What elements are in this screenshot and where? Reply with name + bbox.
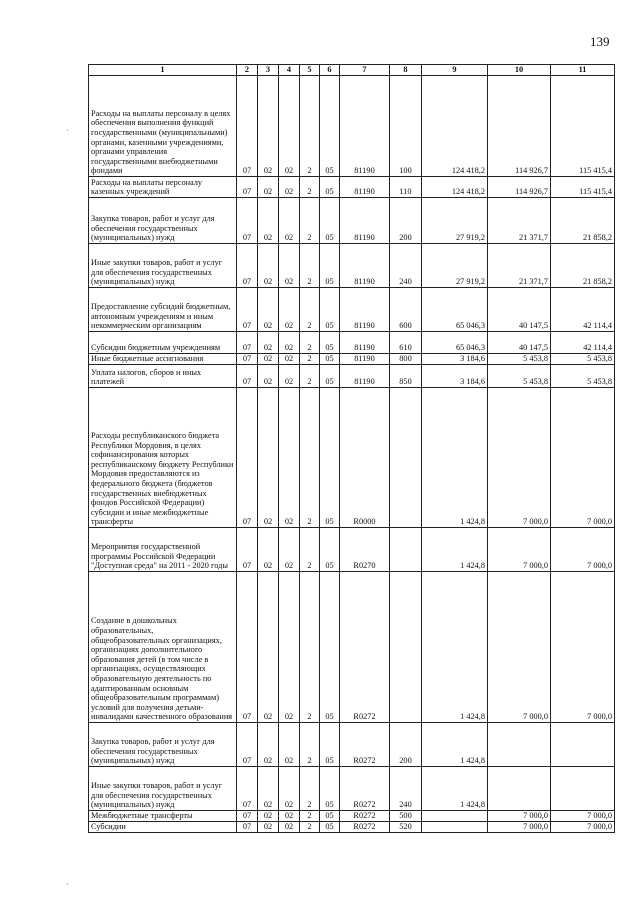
code-cell [390, 572, 422, 723]
table-row [89, 332, 615, 354]
code-cell: 02 [258, 354, 279, 365]
amount-cell: 7 000,0 [551, 811, 615, 822]
column-header: 10 [488, 65, 551, 76]
column-header: 9 [422, 65, 488, 76]
code-cell: 600 [390, 288, 422, 332]
amount-cell: 124 418,2 [422, 76, 488, 177]
code-cell: 500 [390, 811, 422, 822]
code-cell: 2 [300, 388, 320, 528]
code-cell: 07 [237, 332, 258, 354]
amount-cell: 5 453,8 [551, 354, 615, 365]
code-cell: 02 [258, 244, 279, 288]
code-cell: 07 [237, 572, 258, 723]
code-cell: 05 [320, 244, 340, 288]
amount-cell: 1 424,8 [422, 528, 488, 572]
table-row [89, 723, 615, 767]
code-cell: 07 [237, 288, 258, 332]
row-label: Субсидии бюджетным учреждениям [89, 332, 237, 354]
code-cell: 02 [258, 822, 279, 833]
amount-cell: 7 000,0 [488, 528, 551, 572]
amount-cell: 1 424,8 [422, 572, 488, 723]
code-cell: R0272 [340, 811, 390, 822]
code-cell: 07 [237, 198, 258, 244]
code-cell: R0270 [340, 528, 390, 572]
code-cell: 02 [279, 388, 300, 528]
code-cell: 07 [237, 177, 258, 198]
code-cell: 02 [279, 332, 300, 354]
code-cell: 81190 [340, 198, 390, 244]
amount-cell [551, 767, 615, 811]
table-row [89, 767, 615, 811]
code-cell: 81190 [340, 76, 390, 177]
code-cell: 05 [320, 528, 340, 572]
code-cell: 240 [390, 244, 422, 288]
amount-cell [422, 811, 488, 822]
amount-cell: 115 415,4 [551, 76, 615, 177]
code-cell: 07 [237, 354, 258, 365]
row-label: Расходы республиканского бюджета Республики Мордовия, в целях софинансирования которых республиканскому бюджету Республики Мордовия предоставляются из федерального бюджета (бюджетов государственных внебюджетных фондов Российской Федерации) субсидии и иные межбюджетные трансферты [89, 388, 237, 528]
code-cell: R0272 [340, 572, 390, 723]
table-row [89, 177, 615, 198]
code-cell: 02 [258, 332, 279, 354]
code-cell: 520 [390, 822, 422, 833]
row-label: Расходы на выплаты персоналу в целях обеспечения выполнения функций государственными (муниципальными) органами, казенными учреждениями, органами управления государственными внебюджетными фондами [89, 76, 237, 177]
code-cell: 02 [258, 811, 279, 822]
code-cell: 02 [258, 198, 279, 244]
code-cell: 2 [300, 723, 320, 767]
code-cell: 02 [258, 528, 279, 572]
amount-cell: 7 000,0 [551, 572, 615, 723]
code-cell: 2 [300, 198, 320, 244]
code-cell: 240 [390, 767, 422, 811]
budget-table [88, 64, 615, 833]
amount-cell: 65 046,3 [422, 288, 488, 332]
column-header: 11 [551, 65, 615, 76]
row-label: Предоставление субсидий бюджетным, автономным учреждениям и иным некоммерческим организациям [89, 288, 237, 332]
code-cell: 07 [237, 822, 258, 833]
table-row [89, 198, 615, 244]
row-label: Закупка товаров, работ и услуг для обеспечения государственных (муниципальных) нужд [89, 198, 237, 244]
column-header: 4 [279, 65, 300, 76]
code-cell: 610 [390, 332, 422, 354]
amount-cell: 21 858,2 [551, 198, 615, 244]
amount-cell: 21 858,2 [551, 244, 615, 288]
code-cell: 2 [300, 822, 320, 833]
code-cell: 05 [320, 332, 340, 354]
code-cell [390, 528, 422, 572]
table-row [89, 811, 615, 822]
margin-mark: · [66, 880, 69, 889]
code-cell: R0272 [340, 723, 390, 767]
amount-cell: 27 919,2 [422, 244, 488, 288]
table-row [89, 365, 615, 388]
code-cell: 81190 [340, 365, 390, 388]
code-cell: 02 [258, 177, 279, 198]
code-cell: 07 [237, 723, 258, 767]
amount-cell: 7 000,0 [551, 388, 615, 528]
table-row [89, 76, 615, 177]
code-cell: 81190 [340, 354, 390, 365]
amount-cell: 5 453,8 [488, 354, 551, 365]
code-cell: 02 [279, 177, 300, 198]
code-cell: 2 [300, 767, 320, 811]
code-cell: 02 [258, 767, 279, 811]
code-cell: 81190 [340, 244, 390, 288]
amount-cell: 114 926,7 [488, 76, 551, 177]
code-cell: 200 [390, 723, 422, 767]
header-row [89, 65, 615, 76]
code-cell: 02 [279, 811, 300, 822]
row-label: Закупка товаров, работ и услуг для обеспечения государственных (муниципальных) нужд [89, 723, 237, 767]
code-cell: 02 [279, 76, 300, 177]
amount-cell: 5 453,8 [551, 365, 615, 388]
amount-cell [488, 723, 551, 767]
code-cell: 02 [279, 528, 300, 572]
table-row [89, 572, 615, 723]
code-cell: 2 [300, 244, 320, 288]
code-cell: 02 [279, 354, 300, 365]
table-row [89, 388, 615, 528]
column-header: 5 [300, 65, 320, 76]
row-label: Расходы на выплаты персоналу казенных учреждений [89, 177, 237, 198]
code-cell: 850 [390, 365, 422, 388]
amount-cell: 7 000,0 [488, 388, 551, 528]
row-label: Иные закупки товаров, работ и услуг для обеспечения государственных (муниципальных) нужд [89, 767, 237, 811]
code-cell: 02 [279, 572, 300, 723]
code-cell: 07 [237, 767, 258, 811]
code-cell: 02 [258, 288, 279, 332]
code-cell: 05 [320, 288, 340, 332]
row-label: Межбюджетные трансферты [89, 811, 237, 822]
code-cell: 2 [300, 528, 320, 572]
amount-cell: 7 000,0 [488, 822, 551, 833]
code-cell: R0272 [340, 767, 390, 811]
amount-cell: 114 926,7 [488, 177, 551, 198]
table-row [89, 822, 615, 833]
code-cell: 07 [237, 365, 258, 388]
code-cell: 05 [320, 354, 340, 365]
code-cell: 2 [300, 365, 320, 388]
code-cell: 05 [320, 388, 340, 528]
code-cell: 02 [279, 767, 300, 811]
code-cell: 05 [320, 365, 340, 388]
code-cell: 05 [320, 723, 340, 767]
code-cell: 02 [258, 76, 279, 177]
code-cell: 05 [320, 76, 340, 177]
amount-cell: 1 424,8 [422, 388, 488, 528]
code-cell: 2 [300, 332, 320, 354]
amount-cell: 3 184,6 [422, 365, 488, 388]
row-label: Уплата налогов, сборов и иных платежей [89, 365, 237, 388]
amount-cell: 115 415,4 [551, 177, 615, 198]
amount-cell: 7 000,0 [551, 528, 615, 572]
page-number: 139 [590, 34, 610, 49]
code-cell: 02 [279, 723, 300, 767]
amount-cell: 42 114,4 [551, 332, 615, 354]
code-cell: 02 [279, 365, 300, 388]
table-row [89, 288, 615, 332]
table-row [89, 354, 615, 365]
code-cell: 02 [279, 198, 300, 244]
code-cell: 02 [279, 822, 300, 833]
code-cell: 2 [300, 572, 320, 723]
amount-cell: 1 424,8 [422, 767, 488, 811]
column-header: 6 [320, 65, 340, 76]
amount-cell: 3 184,6 [422, 354, 488, 365]
amount-cell: 42 114,4 [551, 288, 615, 332]
row-label: Иные закупки товаров, работ и услуг для обеспечения государственных (муниципальных) нужд [89, 244, 237, 288]
amount-cell: 7 000,0 [488, 572, 551, 723]
row-label: Иные бюджетные ассигнования [89, 354, 237, 365]
amount-cell [488, 767, 551, 811]
code-cell: 02 [258, 388, 279, 528]
code-cell: 81190 [340, 288, 390, 332]
code-cell: R0272 [340, 822, 390, 833]
code-cell: 02 [258, 723, 279, 767]
code-cell: 100 [390, 76, 422, 177]
column-header: 7 [340, 65, 390, 76]
code-cell: 110 [390, 177, 422, 198]
code-cell: 07 [237, 528, 258, 572]
code-cell: 02 [279, 244, 300, 288]
table-row [89, 244, 615, 288]
amount-cell: 7 000,0 [551, 822, 615, 833]
amount-cell: 65 046,3 [422, 332, 488, 354]
code-cell [390, 388, 422, 528]
amount-cell [422, 822, 488, 833]
code-cell: R0000 [340, 388, 390, 528]
code-cell: 2 [300, 354, 320, 365]
table-row [89, 528, 615, 572]
code-cell: 200 [390, 198, 422, 244]
column-header: 2 [237, 65, 258, 76]
amount-cell: 40 147,5 [488, 288, 551, 332]
code-cell: 2 [300, 177, 320, 198]
amount-cell: 21 371,7 [488, 244, 551, 288]
code-cell: 02 [258, 572, 279, 723]
code-cell: 05 [320, 811, 340, 822]
code-cell: 800 [390, 354, 422, 365]
amount-cell [551, 723, 615, 767]
column-header: 1 [89, 65, 237, 76]
column-header: 8 [390, 65, 422, 76]
code-cell: 05 [320, 822, 340, 833]
code-cell: 2 [300, 811, 320, 822]
code-cell: 05 [320, 198, 340, 244]
code-cell: 07 [237, 76, 258, 177]
amount-cell: 21 371,7 [488, 198, 551, 244]
code-cell: 2 [300, 76, 320, 177]
amount-cell: 124 418,2 [422, 177, 488, 198]
code-cell: 07 [237, 388, 258, 528]
margin-mark: · [66, 126, 69, 135]
row-label: Мероприятия государственной программы Российской Федерации "Доступная среда" на 2011 - 2020 годы [89, 528, 237, 572]
amount-cell: 7 000,0 [488, 811, 551, 822]
code-cell: 07 [237, 244, 258, 288]
code-cell: 07 [237, 811, 258, 822]
code-cell: 02 [258, 365, 279, 388]
code-cell: 05 [320, 767, 340, 811]
code-cell: 05 [320, 572, 340, 723]
code-cell: 02 [279, 288, 300, 332]
column-header: 3 [258, 65, 279, 76]
amount-cell: 40 147,5 [488, 332, 551, 354]
code-cell: 2 [300, 288, 320, 332]
code-cell: 81190 [340, 332, 390, 354]
amount-cell: 1 424,8 [422, 723, 488, 767]
row-label: Создание в дошкольных образовательных, общеобразовательных организациях, организациях дополнительного образования детей (в том числе в организациях, осуществляющих образовательную деятельность по адаптированным основным общеобразовательным программам) условий для получения детьми-инвалидами качественного образования [89, 572, 237, 723]
row-label: Субсидии [89, 822, 237, 833]
amount-cell: 5 453,8 [488, 365, 551, 388]
code-cell: 05 [320, 177, 340, 198]
code-cell: 81190 [340, 177, 390, 198]
amount-cell: 27 919,2 [422, 198, 488, 244]
